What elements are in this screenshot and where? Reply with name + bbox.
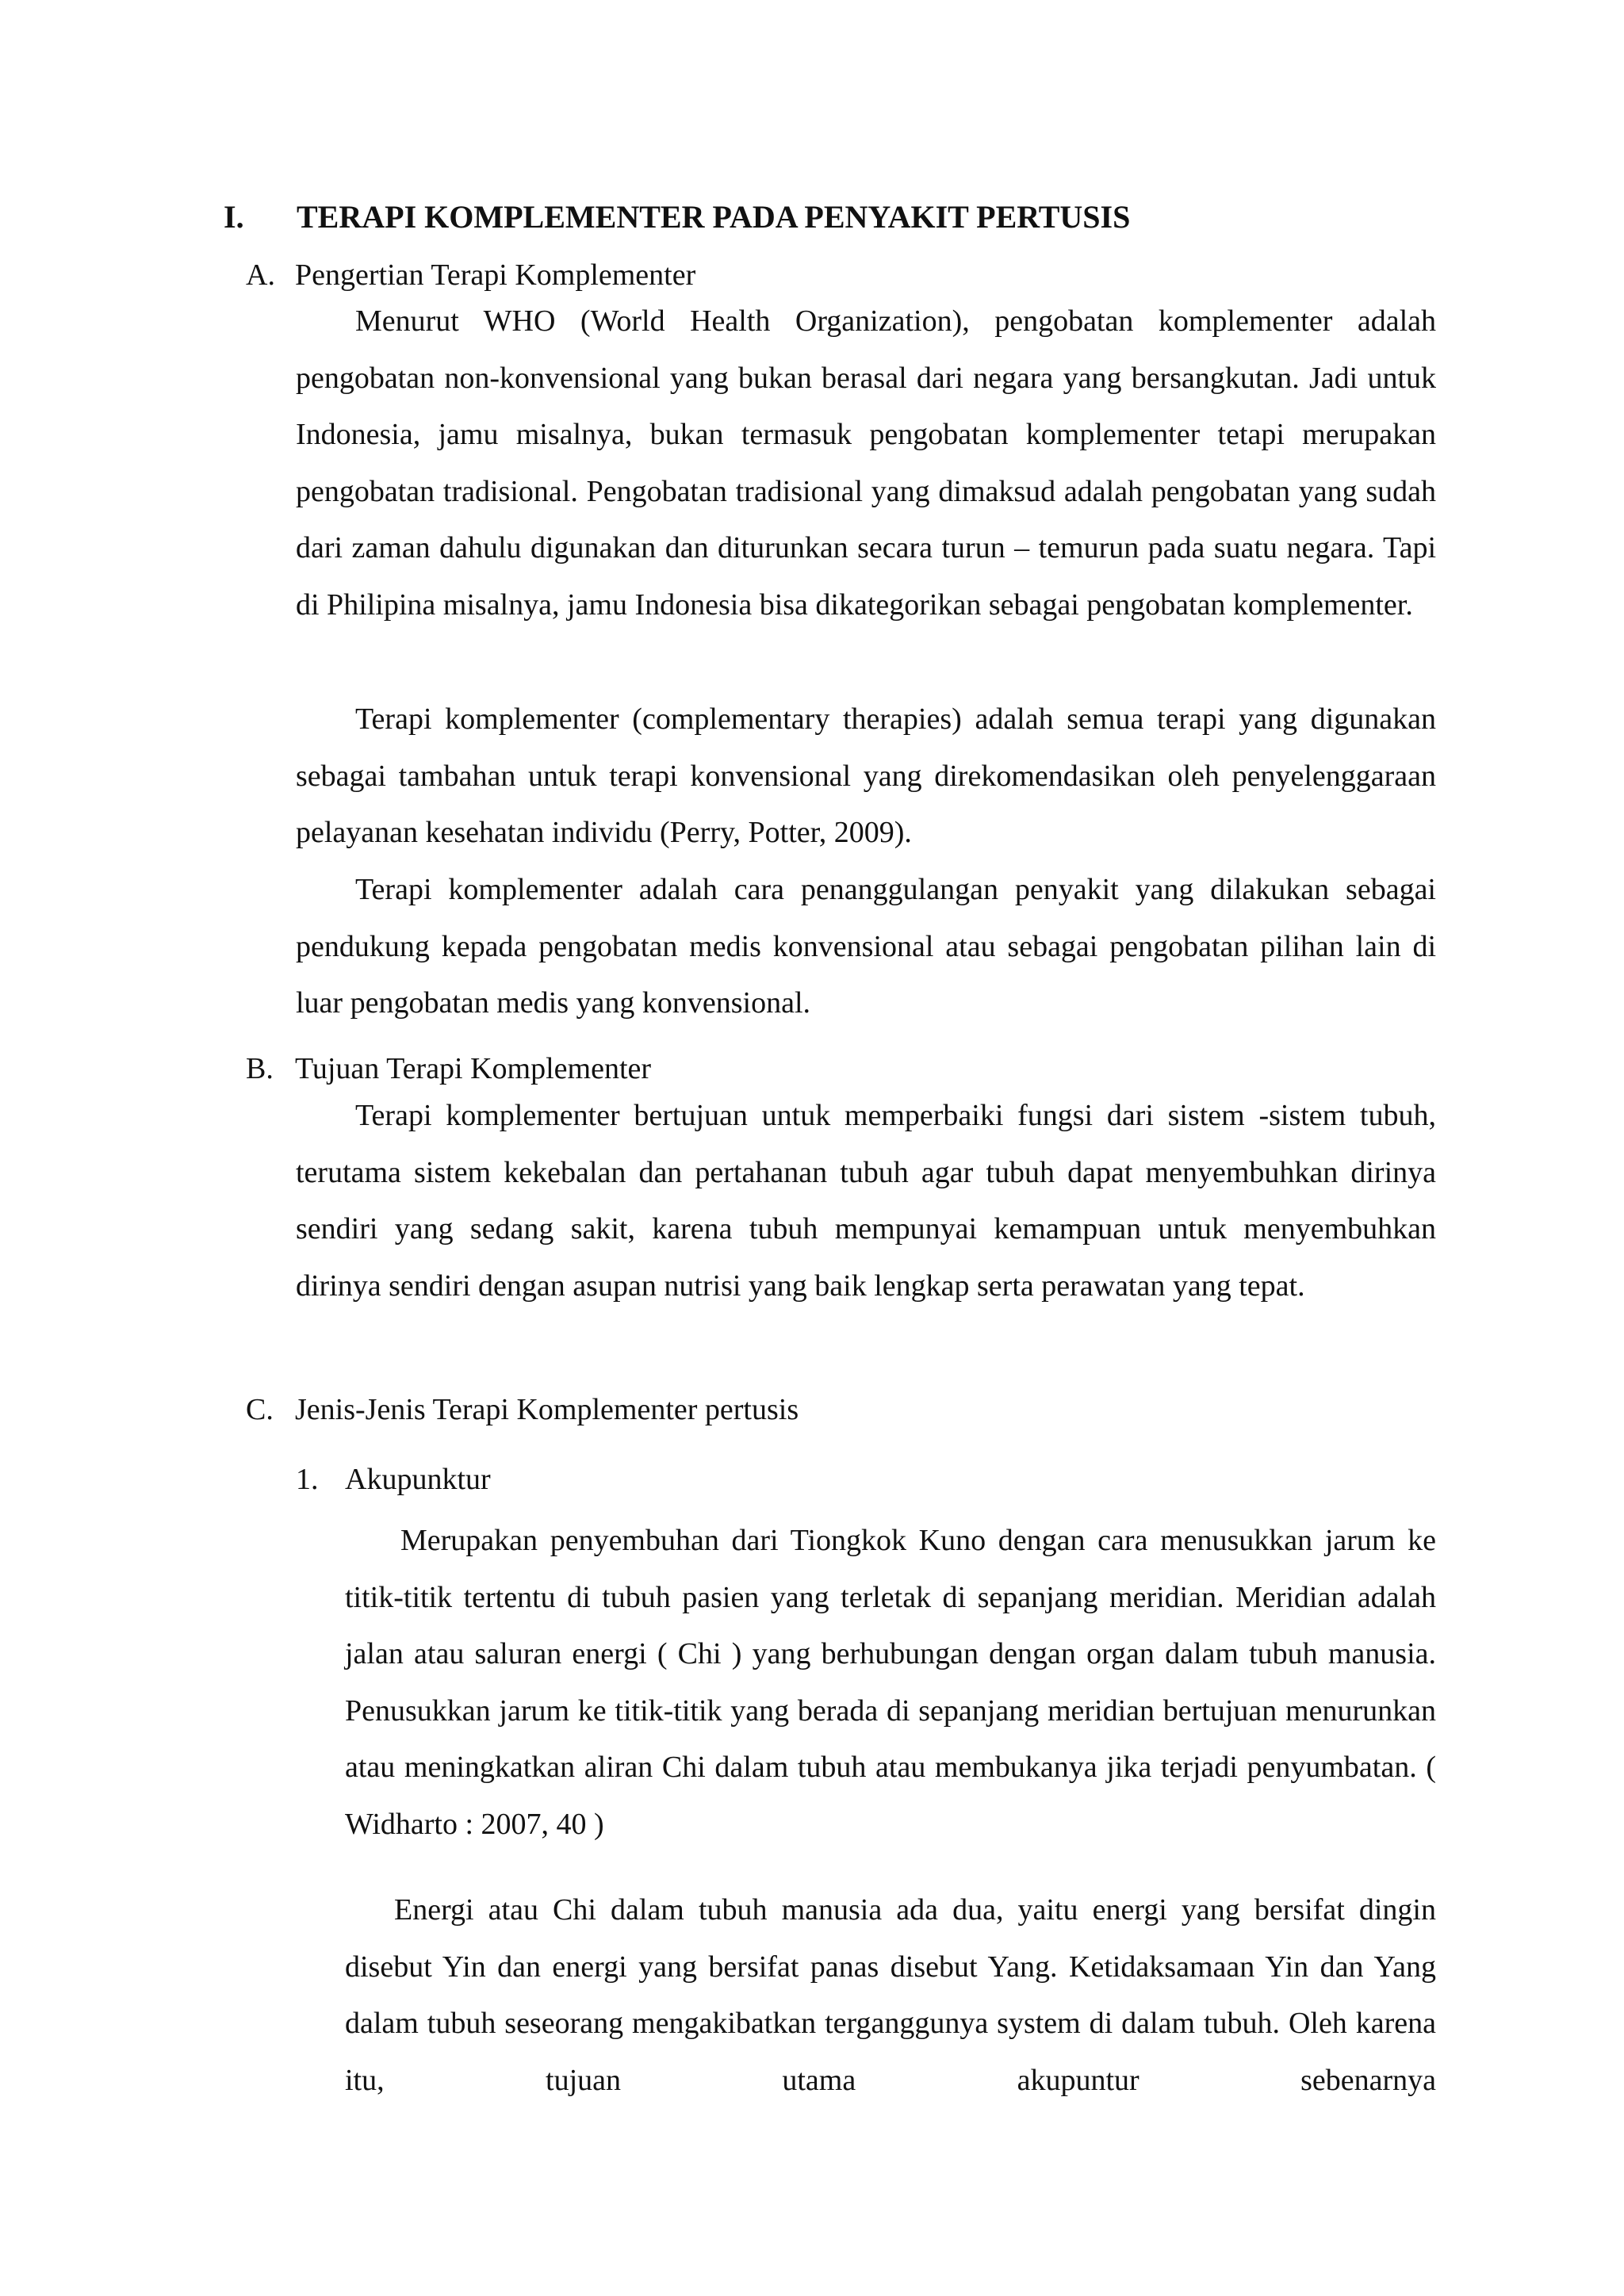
section-b-title: Tujuan Terapi Komplementer xyxy=(295,1052,652,1085)
section-b-heading xyxy=(246,1045,651,1093)
section-a-title: Pengertian Terapi Komplementer xyxy=(295,258,696,292)
section-a-paragraph-1: Menurut WHO (World Health Organization), pengobatan komplementer adalah pengobatan non-konvensional yang bukan berasal dari negara yang bersangkutan. Jadi untuk Indonesia, jamu misalnya, bukan termasuk pengobatan komplementer tetapi merupakan pengobatan tradisional. Pengobatan tradisional yang dimaksud adalah pengobatan yang sudah dari zaman dahulu digunakan dan diturunkan secara turun – temurun pada suatu negara. Tapi di Philipina misalnya, jamu Indonesia bisa dikategorikan sebagai pengobatan komplementer. xyxy=(296,304,1436,622)
section-a-paragraph-2: Terapi komplementer (complementary therapies) adalah semua terapi yang digunakan sebagai tambahan untuk terapi konvensional yang direkomendasikan oleh penyelenggaraan pelayanan kesehatan individu (Perry, Potter, 2009). xyxy=(296,702,1436,849)
section-b-paragraph-1: Terapi komplementer bertujuan untuk memperbaiki fungsi dari sistem -sistem tubuh, terutama sistem kekebalan dan pertahanan tubuh agar tubuh dapat menyembuhkan dirinya sendiri yang sedang sakit, karena tubuh mempunyai kemampuan untuk menyembuhkan dirinya sendiri dengan asupan nutrisi yang baik lengkap serta perawatan yang tepat. xyxy=(296,1099,1436,1303)
chapter-title: TERAPI KOMPLEMENTER PADA PENYAKIT PERTUSIS xyxy=(297,199,1131,235)
section-a-letter: A. xyxy=(246,258,275,292)
chapter-heading xyxy=(224,193,1130,241)
chapter-number: I. xyxy=(224,199,244,235)
item-1-title: Akupunktur xyxy=(345,1463,491,1496)
item-1-number: 1. xyxy=(296,1463,319,1496)
item-1-paragraph-2: Energi atau Chi dalam tubuh manusia ada dua, yaitu energi yang bersifat dingin disebut Yin dan energi yang bersifat panas disebut Yang. Ketidaksamaan Yin dan Yang dalam tubuh seseorang mengakibatkan terganggunya system di dalam tubuh. Oleh karena itu, tujuan utama akupuntur sebenarnya xyxy=(345,1893,1436,2097)
section-c-title: Jenis-Jenis Terapi Komplementer pertusis xyxy=(295,1393,799,1426)
item-1-heading xyxy=(296,1456,491,1503)
section-a-paragraph-3: Terapi komplementer adalah cara penanggulangan penyakit yang dilakukan sebagai pendukung kepada pengobatan medis konvensional atau sebagai pengobatan pilihan lain di luar pengobatan medis yang konvensional. xyxy=(296,873,1436,1020)
section-c-letter: C. xyxy=(246,1393,274,1426)
section-c-heading xyxy=(246,1386,799,1433)
section-b-letter: B. xyxy=(246,1052,274,1085)
item-1-paragraph-1: Merupakan penyembuhan dari Tiongkok Kuno dengan cara menusukkan jarum ke titik-titik tertentu di tubuh pasien yang terletak di sepanjang meridian. Meridian adalah jalan atau saluran energi ( Chi ) yang berhubungan dengan organ dalam tubuh manusia. Penusukkan jarum ke titik-titik yang berada di sepanjang meridian bertujuan menurunkan atau meningkatkan aliran Chi dalam tubuh atau membukanya jika terjadi penyumbatan. ( Widharto : 2007, 40 ) xyxy=(345,1524,1436,1841)
section-a-heading xyxy=(246,251,695,299)
